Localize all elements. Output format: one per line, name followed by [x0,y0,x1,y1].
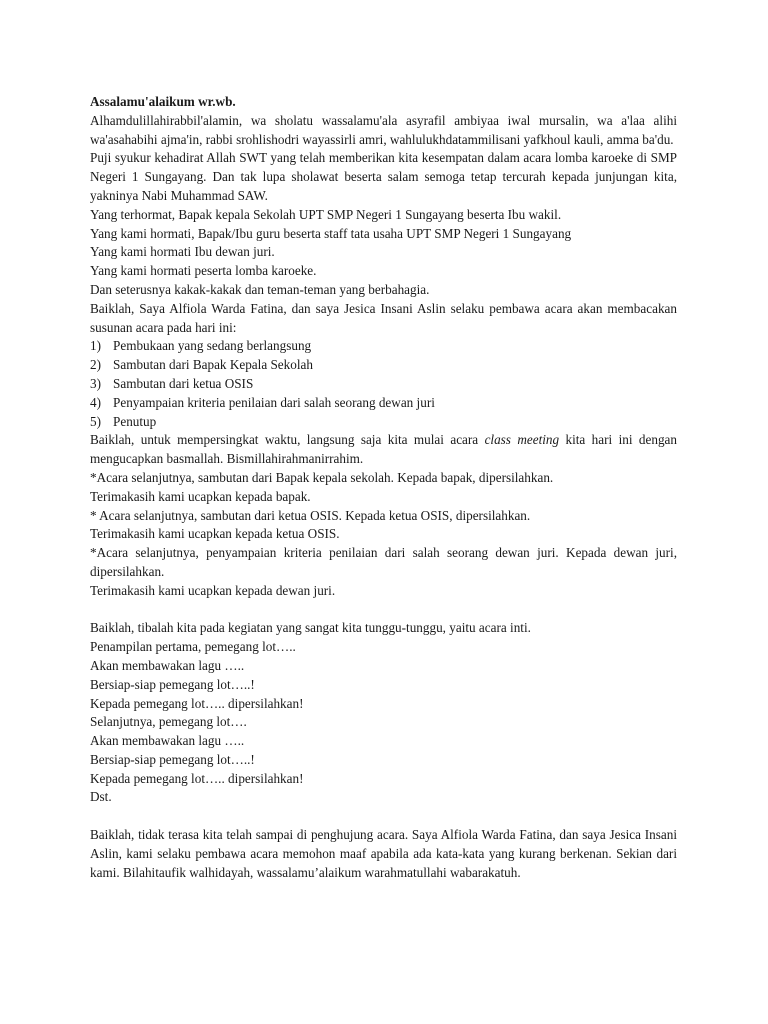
list-item [90,394,677,413]
performance-line: Kepada pemegang lot….. dipersilahkan! [90,695,304,711]
mc-intro-paragraph: Baiklah, Saya Alfiola Warda Fatina, dan saya Jesica Insani Aslin selaku pembawa acara akan membacakan susunan acara pada hari ini: [90,300,677,335]
performance-line: Bersiap-siap pemegang lot…..! [90,676,255,692]
list-item-number: 5) [90,413,101,429]
document-page [90,93,677,882]
next-event-line-2: * Acara selanjutnya, sambutan dari ketua OSIS. Kepada ketua OSIS, dipersilahkan. [90,507,531,523]
list-item [90,375,677,394]
respect-line-2: Yang kami hormati, Bapak/Ibu guru beserta staff tata usaha UPT SMP Negeri 1 Sungayang [90,225,572,241]
next-event-line-3: *Acara selanjutnya, penyampaian kriteria penilaian dari salah seorang dewan juri. Kepada dewan juri, dipersilahkan. [90,545,677,579]
list-item-text: Pembukaan yang sedang berlangsung [113,338,312,354]
performance-line: Dst. [90,789,112,805]
start-text-emphasis: class meeting [484,432,560,448]
list-item [90,413,677,432]
blank-spacer [90,601,677,620]
performance-line: Penampilan pertama, pemegang lot….. [90,639,296,655]
thanks-line-1: Terimakasih kami ucapkan kepada bapak. [90,488,311,504]
next-event-line-1: *Acara selanjutnya, sambutan dari Bapak kepala sekolah. Kepada bapak, dipersilahkan. [90,469,554,485]
start-paragraph [90,431,677,469]
main-event-line: Baiklah, tibalah kita pada kegiatan yang sangat kita tunggu-tunggu, yaitu acara inti. [90,620,531,636]
performance-line: Akan membawakan lagu ….. [90,733,245,749]
performance-line: Selanjutnya, pemegang lot…. [90,714,247,730]
list-item-text: Penyampaian kriteria penilaian dari salah seorang dewan juri [113,394,435,410]
list-item-number: 2) [90,357,101,373]
list-item-text: Sambutan dari Bapak Kepala Sekolah [113,357,313,373]
blank-spacer [90,807,677,826]
respect-line-3: Yang kami hormati Ibu dewan juri. [90,244,275,260]
start-text-before: Baiklah, untuk mempersingkat waktu, langsung saja kita mulai acara [90,432,485,448]
list-item-text: Penutup [113,413,157,429]
thanks-line-2: Terimakasih kami ucapkan kepada ketua OSIS. [90,526,340,542]
list-item-number: 3) [90,375,101,391]
respect-line-5: Dan seterusnya kakak-kakak dan teman-teman yang berbahagia. [90,281,430,297]
gratitude-paragraph: Puji syukur kehadirat Allah SWT yang telah memberikan kita kesempatan dalam acara lomba karoeke di SMP Negeri 1 Sungayang. Dan tak lupa sholawat beserta salam semoga tetap tercurah kepada junjungan kita, yakninya Nabi Muhammad SAW. [90,150,677,203]
intro-paragraph: Alhamdulillahirabbil'alamin, wa sholatu wassalamu'ala asyrafil ambiyaa iwal mursalin, wa a'laa alihi wa'asahabihi ajma'in, rabbi srohlishodri wayassirli amri, wahlulukhdatammilisani yafkhoul kauli, amma ba'du. [90,112,677,147]
closing-paragraph: Baiklah, tidak terasa kita telah sampai di penghujung acara. Saya Alfiola Warda Fatina, dan saya Jesica Insani Aslin, kami selaku pembawa acara memohon maaf apabila ada kata-kata yang kurang berkenan. Sekian dari kami. Bilahitaufik walhidayah, wassalamu’alaikum warahmatullahi wabarakatuh. [90,827,677,880]
agenda-list [90,337,677,431]
list-item-number: 4) [90,394,101,410]
greeting-heading: Assalamu'alaikum wr.wb. [90,94,236,109]
performance-line: Bersiap-siap pemegang lot…..! [90,751,255,767]
respect-line-1: Yang terhormat, Bapak kepala Sekolah UPT SMP Negeri 1 Sungayang beserta Ibu wakil. [90,206,562,222]
thanks-line-3: Terimakasih kami ucapkan kepada dewan juri. [90,582,336,598]
list-item [90,356,677,375]
performance-line: Kepada pemegang lot….. dipersilahkan! [90,770,304,786]
start-text-after: kita hari ini dengan mengucapkan basmallah. Bismillahirahmanirrahim. [90,432,677,467]
performance-line: Akan membawakan lagu ….. [90,657,245,673]
respect-line-4: Yang kami hormati peserta lomba karoeke. [90,263,317,279]
list-item-number: 1) [90,338,101,354]
list-item [90,337,677,356]
list-item-text: Sambutan dari ketua OSIS [113,375,254,391]
